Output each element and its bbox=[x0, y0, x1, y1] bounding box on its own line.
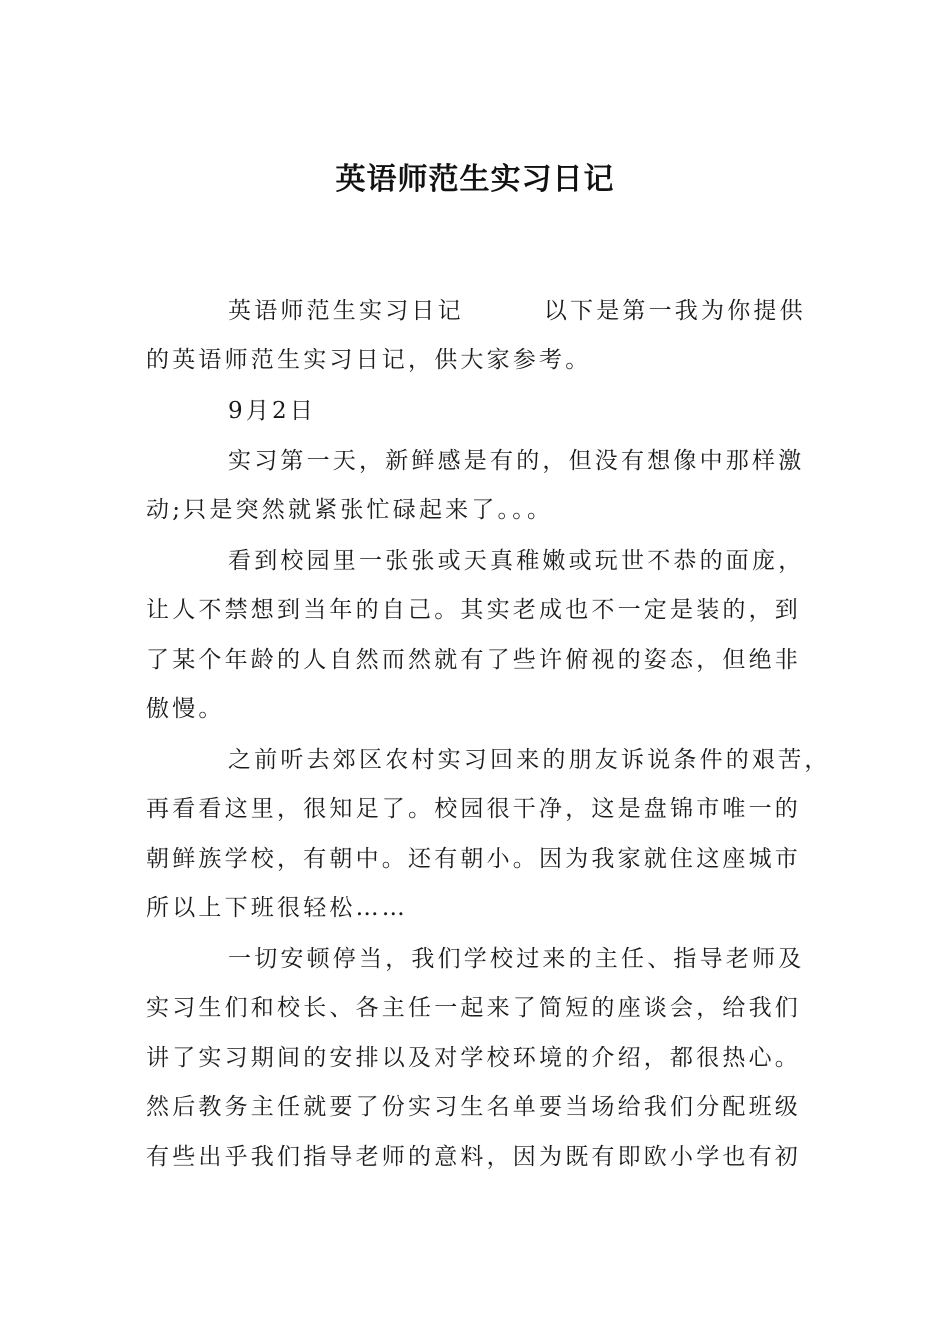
paragraph-line: 朝鲜族学校，有朝中。还有朝小。因为我家就住这座城市 bbox=[146, 846, 801, 872]
paragraph-line: 实习第一天，新鲜感是有的，但没有想像中那样激 bbox=[228, 448, 805, 474]
paragraph-line: 看到校园里一张张或天真稚嫩或玩世不恭的面庞， bbox=[228, 548, 805, 574]
paragraph-line: 了某个年龄的人自然而然就有了些许俯视的姿态，但绝非 bbox=[146, 647, 801, 673]
paragraph-line: 之前听去郊区农村实习回来的朋友诉说条件的艰苦， bbox=[228, 747, 831, 773]
intro-title-ref: 英语师范生实习日记 bbox=[228, 298, 464, 324]
paragraph-line: 再看看这里，很知足了。校园很干净，这是盘锦市唯一的 bbox=[146, 796, 801, 822]
page-title: 英语师范生实习日记 bbox=[335, 162, 615, 197]
paragraph-line: 傲慢。 bbox=[146, 696, 225, 722]
paragraph-line: 一切安顿停当，我们学校过来的主任、指导老师及 bbox=[228, 946, 805, 972]
paragraph-line: 所以上下班很轻松…… bbox=[146, 895, 408, 921]
paragraph-line: 动;只是突然就紧张忙碌起来了。。。 bbox=[146, 497, 554, 523]
paragraph-line: 讲了实习期间的安排以及对学校环境的介绍，都很热心。 bbox=[146, 1045, 801, 1071]
date-line: 9月2日 bbox=[228, 398, 317, 424]
paragraph-line: 有些出乎我们指导老师的意料，因为既有即欧小学也有初 bbox=[146, 1144, 801, 1170]
paragraph-line: 然后教务主任就要了份实习生名单要当场给我们分配班级 bbox=[146, 1094, 801, 1120]
paragraph-line bbox=[228, 296, 811, 326]
paragraph-line: 实习生们和校长、各主任一起来了简短的座谈会，给我们 bbox=[146, 995, 801, 1021]
intro-text: 以下是第一我为你提供 bbox=[543, 298, 806, 324]
paragraph-line: 让人不禁想到当年的自己。其实老成也不一定是装的，到 bbox=[146, 597, 801, 623]
paragraph-line: 的英语师范生实习日记，供大家参考。 bbox=[146, 347, 592, 373]
